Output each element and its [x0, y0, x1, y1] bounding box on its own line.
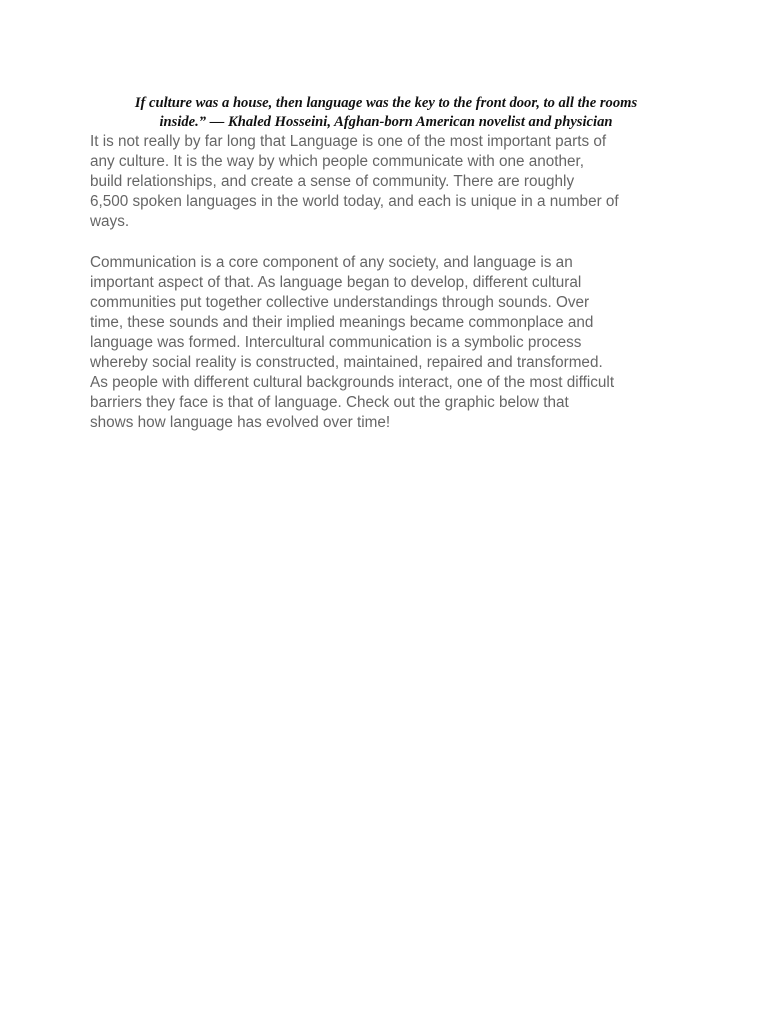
paragraph-line: It is not really by far long that Language is one of the most important parts of: [90, 133, 607, 150]
paragraph-line: language was formed. Intercultural communication is a symbolic process: [90, 333, 582, 351]
paragraph-line: any culture. It is the way by which people communicate with one another,: [90, 153, 585, 171]
paragraph-line: 6,500 spoken languages in the world today, and each is unique in a number of: [90, 193, 619, 211]
paragraph-line: time, these sounds and their implied meanings became commonplace and: [90, 313, 594, 331]
quote-line: inside.” — Khaled Hosseini, Afghan-born American novelist and physician: [159, 114, 613, 130]
paragraph-line: As people with different cultural backgrounds interact, one of the most difficult: [90, 374, 615, 392]
epigraph-quote: [90, 94, 682, 132]
paragraph-line: whereby social reality is constructed, maintained, repaired and transformed.: [90, 354, 603, 372]
paragraph-line: build relationships, and create a sense of community. There are roughly: [90, 173, 575, 191]
paragraph-communication: [90, 253, 682, 434]
quote-line: If culture was a house, then language was the key to the front door, to all the rooms: [134, 95, 638, 111]
paragraph-line: shows how language has evolved over time!: [90, 414, 391, 432]
paragraph-intro: [90, 132, 682, 232]
paragraph-line: barriers they face is that of language. Check out the graphic below that: [90, 394, 569, 412]
paragraph-line: important aspect of that. As language began to develop, different cultural: [90, 273, 582, 291]
paragraph-line: ways.: [90, 213, 130, 231]
paragraph-line: Communication is a core component of any society, and language is an: [90, 253, 573, 271]
document-body: [90, 94, 682, 433]
paragraph-line: communities put together collective understandings through sounds. Over: [90, 293, 590, 311]
